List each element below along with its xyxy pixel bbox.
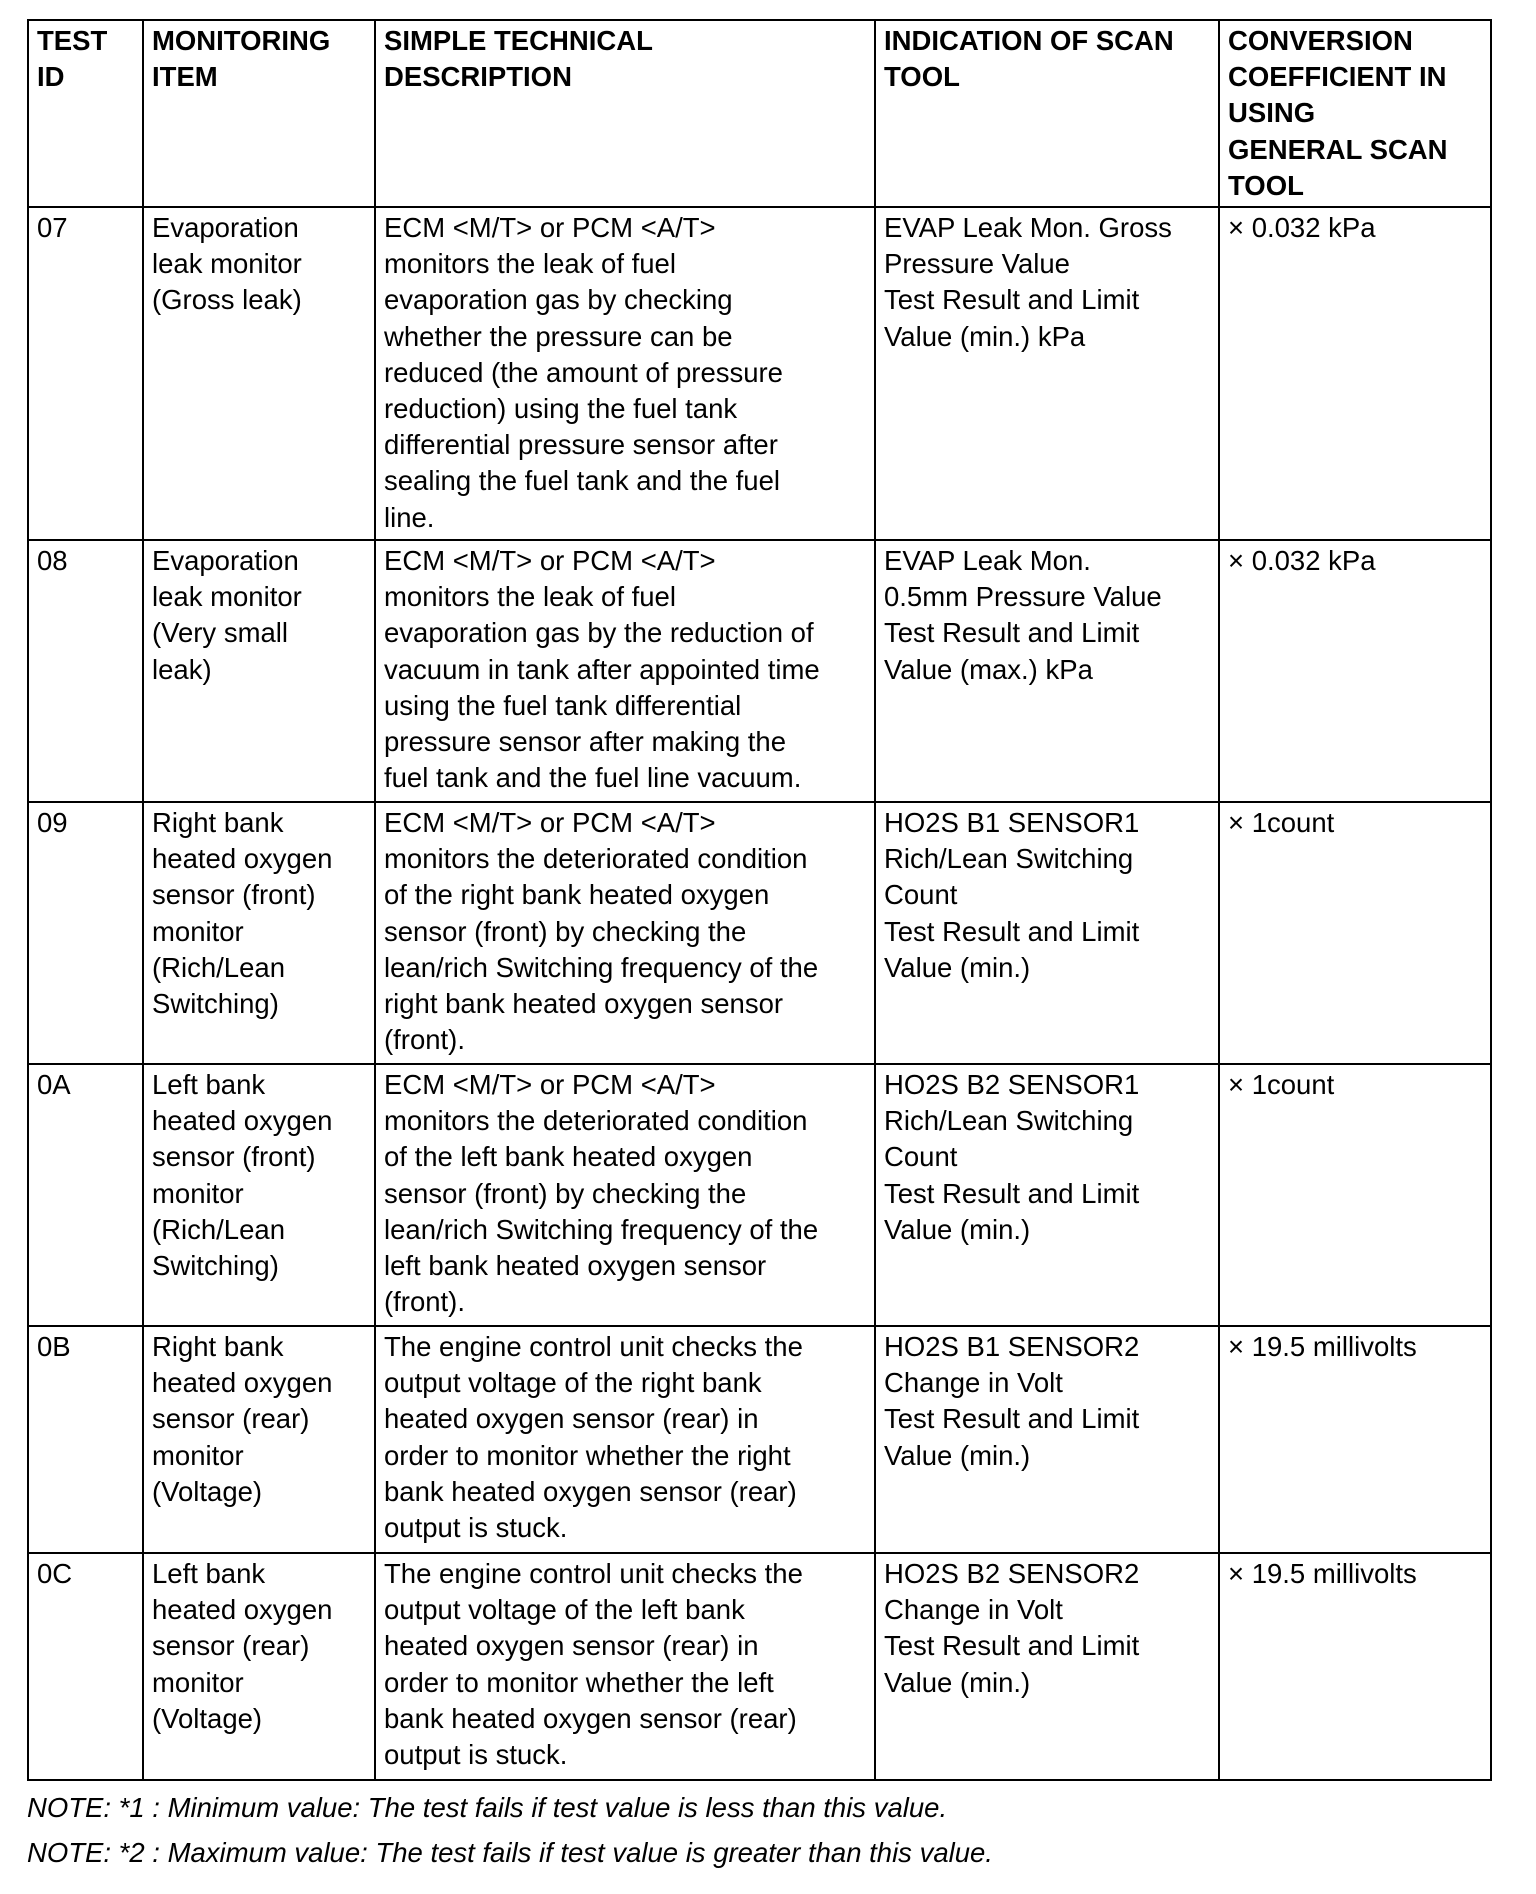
document-page [27,19,1490,1875]
cell-coefficient: × 1count [1219,1064,1491,1326]
table-row [28,540,1491,802]
cell-description: The engine control unit checks the output voltage of the right bank heated oxygen sensor (rear) in order to monitor whether the right bank heated oxygen sensor (rear) output is stuck. [375,1326,875,1553]
cell-description: ECM <M/T> or PCM <A/T> monitors the leak of fuel evaporation gas by checking whether the pressure can be reduced (the amount of pressure reduction) using the fuel tank differential pressure sensor after sealing the fuel tank and the fuel line. [375,207,875,540]
cell-test-id: 0A [28,1064,143,1326]
header-monitoring-item: MONITORING ITEM [143,20,375,207]
monitor-test-table [27,19,1492,1781]
cell-monitoring-item: Evaporation leak monitor (Gross leak) [143,207,375,540]
cell-monitoring-item: Right bank heated oxygen sensor (front) monitor (Rich/Lean Switching) [143,802,375,1064]
cell-description: ECM <M/T> or PCM <A/T> monitors the deteriorated condition of the left bank heated oxygen sensor (front) by checking the lean/rich Switching frequency of the left bank heated oxygen sensor (front). [375,1064,875,1326]
header-description: SIMPLE TECHNICAL DESCRIPTION [375,20,875,207]
cell-coefficient: × 19.5 millivolts [1219,1553,1491,1780]
header-row [28,20,1491,207]
cell-test-id: 07 [28,207,143,540]
notes-section [27,1785,1490,1875]
header-scan-tool-indication: INDICATION OF SCAN TOOL [875,20,1219,207]
cell-test-id: 0C [28,1553,143,1780]
cell-coefficient: × 0.032 kPa [1219,207,1491,540]
cell-monitoring-item: Left bank heated oxygen sensor (front) monitor (Rich/Lean Switching) [143,1064,375,1326]
cell-test-id: 08 [28,540,143,802]
table-row [28,1326,1491,1553]
cell-indication: HO2S B1 SENSOR2 Change in Volt Test Result and Limit Value (min.) [875,1326,1219,1553]
cell-monitoring-item: Right bank heated oxygen sensor (rear) monitor (Voltage) [143,1326,375,1553]
header-test-id: TEST ID [28,20,143,207]
cell-description: ECM <M/T> or PCM <A/T> monitors the leak of fuel evaporation gas by the reduction of vacuum in tank after appointed time using the fuel tank differential pressure sensor after making the fuel tank and the fuel line vacuum. [375,540,875,802]
header-conversion-coefficient: CONVERSION COEFFICIENT IN USING GENERAL SCAN TOOL [1219,20,1491,207]
cell-coefficient: × 0.032 kPa [1219,540,1491,802]
cell-description: The engine control unit checks the output voltage of the left bank heated oxygen sensor (rear) in order to monitor whether the left bank heated oxygen sensor (rear) output is stuck. [375,1553,875,1780]
cell-description: ECM <M/T> or PCM <A/T> monitors the deteriorated condition of the right bank heated oxygen sensor (front) by checking the lean/rich Switching frequency of the right bank heated oxygen sensor (front). [375,802,875,1064]
cell-coefficient: × 19.5 millivolts [1219,1326,1491,1553]
cell-test-id: 0B [28,1326,143,1553]
cell-test-id: 09 [28,802,143,1064]
table-row [28,1553,1491,1780]
table-row [28,1064,1491,1326]
cell-indication: EVAP Leak Mon. 0.5mm Pressure Value Test Result and Limit Value (max.) kPa [875,540,1219,802]
cell-monitoring-item: Evaporation leak monitor (Very small leak) [143,540,375,802]
table-row [28,207,1491,540]
cell-coefficient: × 1count [1219,802,1491,1064]
note-minimum-value: NOTE: *1 : Minimum value: The test fails if test value is less than this value. [27,1792,948,1824]
table-row [28,802,1491,1064]
cell-indication: HO2S B1 SENSOR1 Rich/Lean Switching Count Test Result and Limit Value (min.) [875,802,1219,1064]
cell-indication: HO2S B2 SENSOR2 Change in Volt Test Result and Limit Value (min.) [875,1553,1219,1780]
note-maximum-value: NOTE: *2 : Maximum value: The test fails if test value is greater than this value. [27,1837,993,1869]
cell-monitoring-item: Left bank heated oxygen sensor (rear) monitor (Voltage) [143,1553,375,1780]
cell-indication: HO2S B2 SENSOR1 Rich/Lean Switching Count Test Result and Limit Value (min.) [875,1064,1219,1326]
cell-indication: EVAP Leak Mon. Gross Pressure Value Test Result and Limit Value (min.) kPa [875,207,1219,540]
